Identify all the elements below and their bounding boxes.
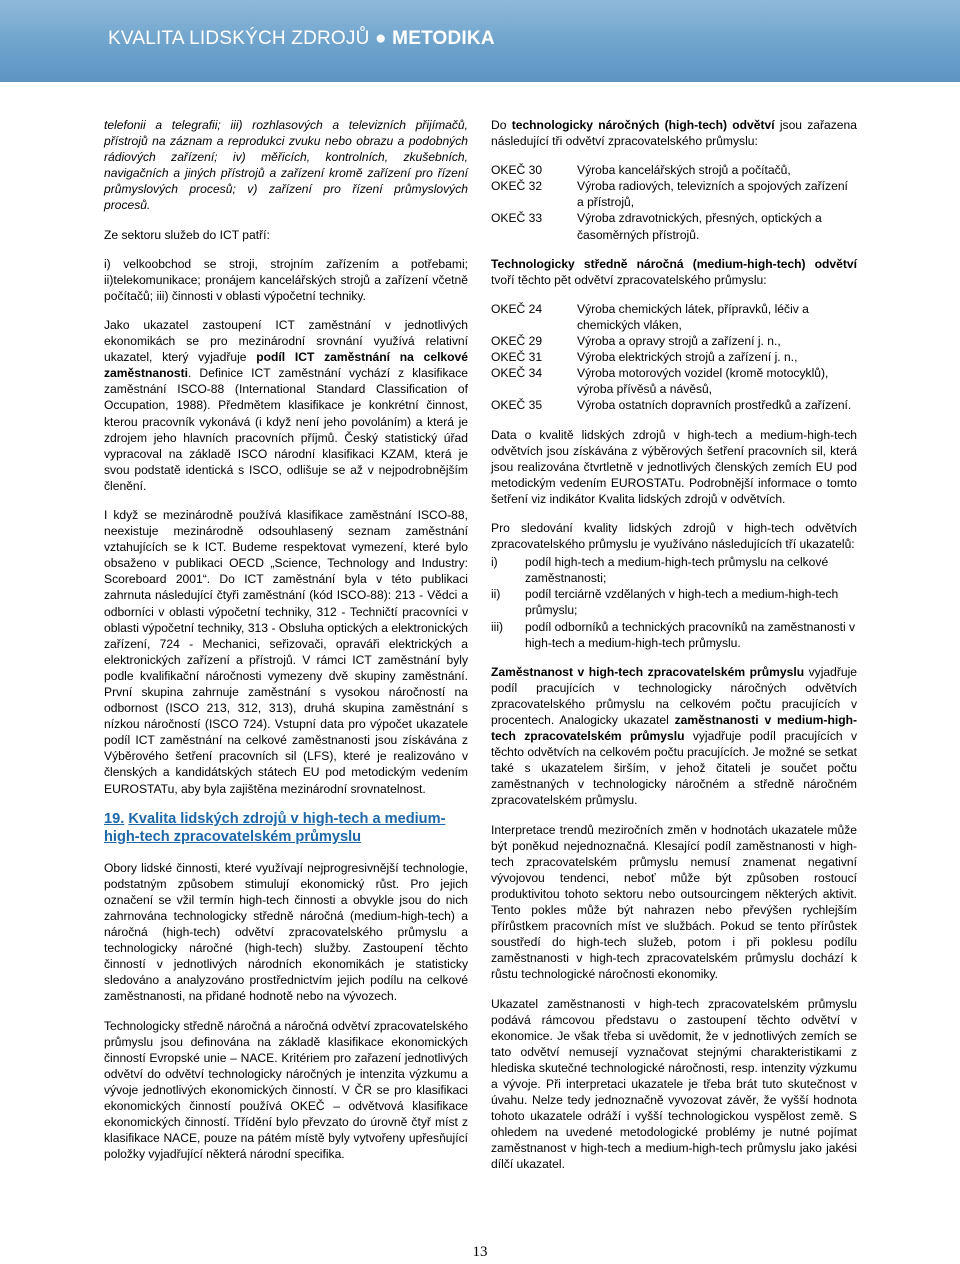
okec-description: Výroba a opravy strojů a zařízení j. n., xyxy=(577,334,781,349)
okec-code: OKEČ 24 xyxy=(491,301,543,316)
okec-description: Výroba zdravotnických, přesných, optických a časoměrných přístrojů. xyxy=(577,211,822,242)
list-item xyxy=(491,333,857,349)
list-item xyxy=(491,365,857,397)
right-paragraph-4: Pro sledování kvality lidských zdrojů v high-tech odvětvích zpracovatelského průmyslu je využíváno následujících tří ukazatelů: xyxy=(491,520,857,552)
left-column xyxy=(104,117,468,1175)
list-item xyxy=(491,397,857,413)
okec-code: OKEČ 35 xyxy=(491,398,543,413)
okec-description: Výroba kancelářských strojů a počítačů, xyxy=(577,163,791,178)
left-paragraph-2: Ze sektoru služeb do ICT patří: xyxy=(104,227,270,242)
left-paragraph-4 xyxy=(104,317,468,494)
right-paragraph-2 xyxy=(491,256,857,288)
right-p5-emphasis-a: Zaměstnanost v high-tech zpracovatelském průmyslu xyxy=(491,664,805,679)
right-p1-text-a: Do xyxy=(491,118,512,132)
header-bullet: ● xyxy=(375,28,387,49)
okec-description: Výroba ostatních dopravních prostředků a zařízení. xyxy=(577,398,852,413)
okec-description: Výroba motorových vozidel (kromě motocyklů), výroba přívěsů a návěsů, xyxy=(577,366,829,397)
left-paragraph-5: I když se mezinárodně používá klasifikace zaměstnání ISCO-88, neexistuje mezinárodně odsouhlasený seznam zaměstnání vztahujících se k ICT. Budeme respektovat vymezení, které bylo obsaženo v publikaci OECD „Science, Technology and Industry: Scoreboard 2001“. Do ICT zaměstnání byla v této publikaci zahrnuta následující čtyři zaměstnání (kód ISCO-88): 213 - Vědci a odborníci v oblasti výpočetní techniky, 312 - Techničtí pracovníci v oblasti výpočetní techniky, 313 - Obsluha optických a elektronických zařízení, 724 - Mechanici, seřizovači, opraváři elektrických a elektronických zařízení a přístrojů. V rámci ICT zaměstnání byly podle kvalifikační náročnosti vymezeny dvě skupiny zaměstnání. První skupina zahrnuje zaměstnání s vysokou náročností na odbornost (ISCO 213, 312, 313), druhá skupina zaměstnání s nízkou náročností (ISCO 724). Vstupní data pro výpočet ukazatele podíl ICT zaměstnání na celkové zaměstnanosti jsou získávána z Výběrového šetření pracovních sil (LFS), které je realizováno v členských a kandidátských státech EU pod metodickým vedením EUROSTATu, aby byla zajištěna mezinárodní srovnatelnost. xyxy=(104,507,468,796)
right-paragraph-3: Data o kvalitě lidských zdrojů v high-tech a medium-high-tech odvětvích jsou získávána z výběrových šetření pracovních sil, která jsou realizována čtvrtletně v jednotlivých členských zemích EU pod metodickým vedením EUROSTATu. Podrobnější informace o tomto šetření viz indikátor Kvalita lidských zdrojů v odvětvích. xyxy=(491,427,857,506)
right-p1-emphasis: technologicky náročných (high-tech) odvětví xyxy=(511,118,775,132)
list-item xyxy=(491,162,857,178)
okec-code: OKEČ 33 xyxy=(491,211,543,226)
okec-description: Výroba elektrických strojů a zařízení j. n., xyxy=(577,350,798,365)
left-paragraph-3: i) velkoobchod se stroji, strojním zařízením a potřebami; ii)telekomunikace; pronájem kancelářských strojů a zařízení včetně počítačů; iii) činnosti v oblasti výpočetní techniky. xyxy=(104,256,468,303)
okec-code: OKEČ 30 xyxy=(491,163,543,178)
okec-code: OKEČ 34 xyxy=(491,366,543,381)
okec-code: OKEČ 32 xyxy=(491,179,543,194)
right-p2-text-b: tvoří těchto pět odvětví zpracovatelského průmyslu: xyxy=(491,272,767,287)
right-p2-emphasis: Technologicky středně náročná (medium-high-tech) odvětví xyxy=(491,256,857,271)
left-paragraph-1: telefonii a telegrafii; iii) rozhlasových a televizních přijímačů, přístrojů na záznam a reprodukci zvuku nebo obrazu a podobných rádiových zařízení; iv) měřicích, kontrolních, zkušebních, navigačních a jiných přístrojů a zařízení kromě zařízení pro řízení průmyslových procesů; v) zařízení pro řízení průmyslových procesů. xyxy=(104,118,468,213)
okec-description: Výroba chemických látek, přípravků, léčiv a chemických vláken, xyxy=(577,301,809,332)
left-p4-emphasis: podíl ICT zaměstnání na celkové zaměstnanosti xyxy=(104,350,468,381)
header-title-part1: KVALITA LIDSKÝCH ZDROJŮ xyxy=(108,28,370,49)
section-heading xyxy=(104,810,468,846)
indicator-list xyxy=(491,554,857,651)
list-item xyxy=(491,619,857,651)
list-item xyxy=(491,210,857,242)
page-number: 13 xyxy=(472,1244,488,1260)
right-paragraph-7: Ukazatel zaměstnanosti v high-tech zpracovatelském průmyslu podává rámcovou představu o zastoupení těchto odvětví v ekonomice. Je však třeba si uvědomit, že v jednotlivých zemích se tato odvětví nemusejí vyznačovat stejnými charakteristikami z hlediska skutečné technologické náročnosti, resp. intenzity výzkumu a vývoje. Při interpretaci ukazatele je třeba brát tuto skutečnost v úvahu. Nelze tedy jednoznačně vyvozovat závěr, že vyšší hodnota tohoto ukazatele odráží i vyšší technologickou vyspělost země. S ohledem na uvedené metodologické problémy je nutné pojímat zaměstnanost v high-tech a medium-high-tech průmyslu jako jakési dílčí ukazatel. xyxy=(491,996,857,1172)
right-paragraph-5 xyxy=(491,664,857,809)
right-p5-emphasis-c: zaměstnanosti v medium-high-tech zpracovatelském průmyslu xyxy=(491,713,858,744)
high-tech-list xyxy=(491,162,857,242)
list-marker: i) xyxy=(491,555,498,570)
header-title-part2: METODIKA xyxy=(392,28,495,49)
right-p1-text-c: jsou zařazena následující tři odvětví zpracovatelského průmyslu: xyxy=(491,118,857,149)
list-item xyxy=(491,178,857,210)
header-title xyxy=(108,28,495,50)
right-paragraph-6: Interpretace trendů meziročních změn v hodnotách ukazatele může být poněkud nejednoznačná. Klesající podíl zaměstnanosti v high-tech zpracovatelském průmyslu nemusí znamenat negativní vývojovou tendenci, neboť může být způsoben rostoucí produktivitou tohoto sektoru nebo outsourcingem některých aktivit. Tento pokles může být nahrazen nebo převýšen rychlejším přírůstkem pracovních míst ve službách. Pokud se tento přírůstek soustředí do high-tech služeb, potom i při poklesu podílu zaměstnanosti v high-tech zpracovatelském průmyslu dochází k růstu technologické náročnosti ekonomiky. xyxy=(491,822,857,982)
left-p4-text-a: Jako ukazatel zastoupení ICT zaměstnání v jednotlivých ekonomikách se pro mezinárodní srovnání využívá relativní ukazatel, který vyjadřuje xyxy=(104,317,468,365)
right-p5-text-d: vyjadřuje podíl pracujících v těchto odvětvích na celkovém počtu pracujících. Je možné se setkat také s ukazatelem širším, v jehož čitateli je součet počtu zaměstnaných v technologicky náročném a středně náročném zpracovatelském průmyslu. xyxy=(491,729,857,808)
list-item xyxy=(491,301,857,333)
list-text: podíl high-tech a medium-high-tech průmyslu na celkové zaměstnanosti; xyxy=(525,555,829,586)
right-p5-text-b: vyjadřuje podíl pracujících v technologicky náročných odvětvích zpracovatelského průmyslu na celkovém počtu pracujících v procentech. Analogicky ukazatel xyxy=(491,664,858,727)
section-title-text: Kvalita lidských zdrojů v high-tech a medium-high-tech zpracovatelském průmyslu xyxy=(104,810,446,845)
list-marker: iii) xyxy=(491,619,504,634)
right-paragraph-1 xyxy=(491,117,857,149)
left-p4-text-c: . Definice ICT zaměstnání vychází z klasifikace zaměstnání ISCO-88 (International Standard Classification of Occupation, 1988). Předmětem klasifikace je konkrétní činnost, kterou pracovník vykonává (i když není jeho povoláním) a která je zdrojem jeho hlavních pracovních příjmů. Český statistický úřad vypracoval na základě ISCO národní klasifikaci KZAM, která je svou podstatě identická s ISCO, odlišuje se až v nejpodrobnějším členění. xyxy=(104,366,468,493)
section-number: 19. xyxy=(104,810,125,827)
right-column xyxy=(491,117,857,1186)
left-paragraph-6: Obory lidské činnosti, které využívají nejprogresivnější technologie, podstatným způsobem stimulují ekonomický růst. Pro jejich označení se vžil termín high-tech činnosti a obvykle jsou do nich zahrnována technologicky středně náročná (medium-high-tech) a náročná (high-tech) odvětví zpracovatelského průmyslu a technologicky náročné (high-tech) služby. Zastoupení těchto činností v jednotlivých národních ekonomikách je statisticky sledováno a analyzováno prostřednictvím jejich podílu na celkové zaměstnanosti, na přidané hodnotě nebo na vývozech. xyxy=(104,860,468,1004)
list-marker: ii) xyxy=(491,587,501,602)
left-paragraph-7: Technologicky středně náročná a náročná odvětví zpracovatelského průmyslu jsou definována na základě klasifikace ekonomických činností Evropské unie – NACE. Kritériem pro zařazení jednotlivých odvětví do odvětví technologicky náročných je intenzita výzkumu a vývoje jednotlivých ekonomických činností. V ČR se pro klasifikaci ekonomických činností používá OKEČ – odvětvová klasifikace ekonomických činností. Třídění bylo převzato do úrovně čtyř míst z klasifikace NACE, pouze na pátém místě byly vytvořeny upřesňující položky vyjadřující některá národní specifika. xyxy=(104,1018,468,1162)
list-item xyxy=(491,349,857,365)
okec-code: OKEČ 29 xyxy=(491,334,543,349)
list-item xyxy=(491,586,857,618)
header-band xyxy=(0,0,960,82)
okec-code: OKEČ 31 xyxy=(491,350,543,365)
list-text: podíl terciárně vzdělaných v high-tech a medium-high-tech průmyslu; xyxy=(525,587,839,618)
medium-high-tech-list xyxy=(491,301,857,414)
okec-description: Výroba radiových, televizních a spojových zařízení a přístrojů, xyxy=(577,179,848,210)
list-item xyxy=(491,554,857,586)
list-text: podíl odborníků a technických pracovníků na zaměstnanosti v high-tech a medium-high-tech průmyslu. xyxy=(525,619,856,650)
